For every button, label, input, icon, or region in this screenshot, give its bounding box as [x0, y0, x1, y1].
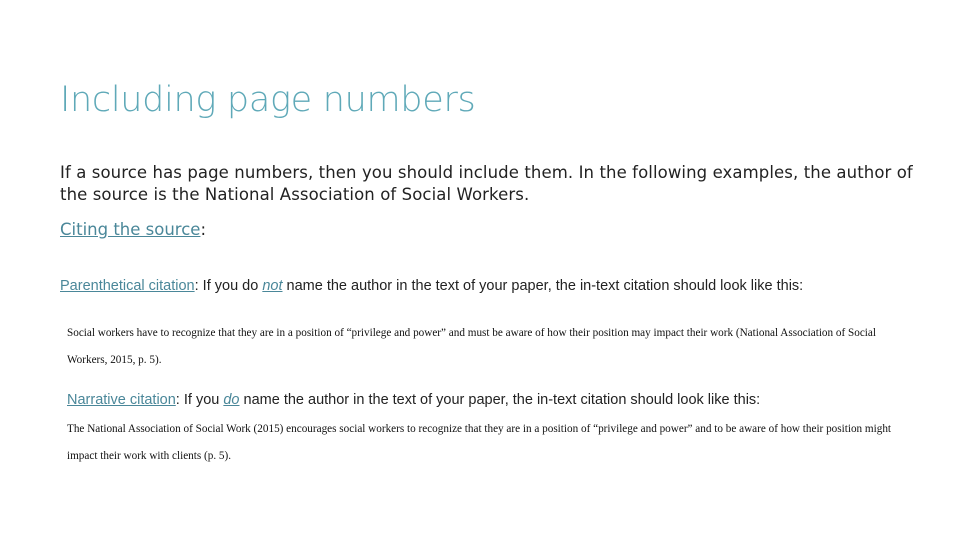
- narrative-citation-link[interactable]: Narrative citation: [67, 392, 176, 408]
- citing-colon: :: [200, 220, 207, 239]
- citing-heading: [60, 220, 206, 239]
- narrative-text-before: : If you: [175, 392, 224, 408]
- narrative-example: The National Association of Social Work (2015) encourages social workers to recognize that they are in a position of “privilege and power” and to be aware of how their position might impact their work with clients (p. 5).: [67, 423, 892, 462]
- parenthetical-example: Social workers have to recognize that they are in a position of “privilege and power” and must be aware of how their position may impact their work (National Association of Social Workers, 2015, p. 5).: [67, 327, 876, 366]
- parenthetical-text-before: : If you do: [194, 278, 263, 294]
- parenthetical-citation-link[interactable]: Parenthetical citation: [60, 278, 195, 294]
- parenthetical-emphasis: not: [262, 278, 283, 294]
- parenthetical-text-after: name the author in the text of your paper, the in-text citation should look like this:: [282, 278, 804, 294]
- citing-source-link[interactable]: Citing the source: [60, 220, 201, 239]
- narrative-emphasis: do: [223, 392, 240, 408]
- narrative-instruction: [67, 392, 927, 409]
- intro-paragraph: If a source has page numbers, then you should include them. In the following examples, the author of the source is the National Association of Social Workers.: [60, 163, 913, 204]
- slide-title: Including page numbers: [60, 80, 476, 120]
- narrative-text-after: name the author in the text of your paper, the in-text citation should look like this:: [239, 392, 761, 408]
- parenthetical-instruction: [60, 278, 920, 295]
